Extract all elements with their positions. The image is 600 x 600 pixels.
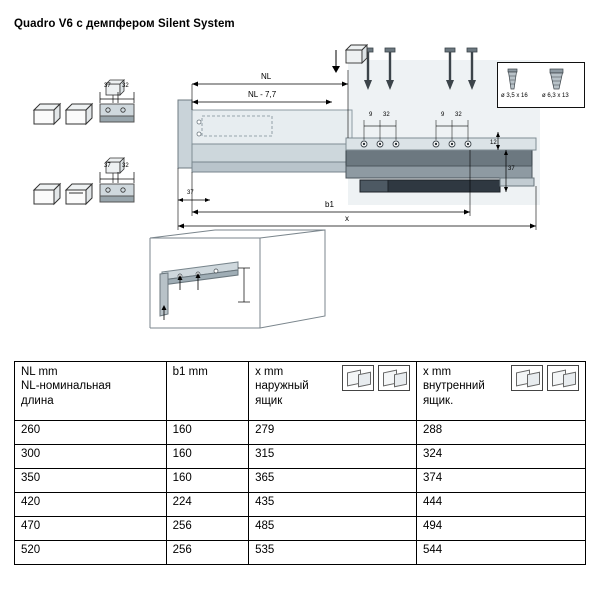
header-b1	[166, 362, 248, 421]
table-row	[15, 541, 586, 565]
cell-x-inner: 444	[416, 493, 585, 517]
dim-label-9-b: 9	[441, 112, 445, 118]
cell-b1: 256	[166, 517, 248, 541]
header-nl-line1: NL mm	[21, 366, 58, 378]
header-x-inner-line2: внутренний	[422, 380, 485, 393]
table-row	[15, 517, 586, 541]
dim-37-thumb-top: 37	[104, 83, 111, 89]
header-x-inner	[416, 362, 585, 421]
dim-label-x: x	[345, 214, 349, 223]
cell-x-inner: 324	[416, 445, 585, 469]
cell-nl: 520	[15, 541, 167, 565]
connector-cube-icon	[346, 45, 367, 63]
header-x-outer	[249, 362, 417, 421]
dim-label-9-a: 9	[369, 112, 373, 118]
header-nl-line2: NL-номинальная	[21, 380, 112, 393]
table-row	[15, 421, 586, 445]
dim-32-thumb-top: 32	[122, 83, 129, 89]
dim-label-37-right: 37	[508, 166, 515, 172]
dim-32-thumb-bottom: 32	[122, 163, 129, 169]
drawer-outer-icon-2	[378, 365, 410, 391]
cell-x-inner: 288	[416, 421, 585, 445]
cell-nl: 470	[15, 517, 167, 541]
cell-x-outer: 365	[249, 469, 417, 493]
header-x-outer-line2: наружный	[255, 380, 309, 393]
header-x-outer-line1: x mm	[255, 366, 284, 378]
dim-label-nl-minus: NL - 7,7	[248, 90, 277, 99]
header-nl	[15, 362, 167, 421]
table-header-row	[15, 362, 586, 421]
header-x-inner-line3: ящик.	[422, 394, 454, 407]
page-title: Quadro V6 с демпфером Silent System	[14, 18, 235, 30]
cell-nl: 350	[15, 469, 167, 493]
header-x-inner-line1: x mm	[422, 366, 452, 378]
header-x-inner-icons	[511, 365, 579, 391]
dim-label-12: 12	[490, 140, 497, 146]
thumbnail-group-top	[28, 70, 138, 130]
dim-label-37-left: 37	[187, 190, 194, 196]
cell-nl: 300	[15, 445, 167, 469]
dim-label-32-b: 32	[455, 112, 462, 118]
cell-x-outer: 485	[249, 517, 417, 541]
screw-small-icon	[508, 69, 517, 89]
drawer-inner-icon-2	[547, 365, 579, 391]
drawer-outer-icon-1	[342, 365, 374, 391]
cell-x-inner: 374	[416, 469, 585, 493]
header-x-outer-line3: ящик	[255, 394, 283, 407]
specification-table	[14, 361, 586, 565]
dim-37-thumb-bottom: 37	[104, 163, 111, 169]
cell-x-inner: 544	[416, 541, 585, 565]
cell-x-outer: 279	[249, 421, 417, 445]
drawer-inner-icon-1	[511, 365, 543, 391]
cell-nl: 420	[15, 493, 167, 517]
screw-label-small: ø 3,5 x 16	[501, 93, 528, 99]
cell-b1: 160	[166, 445, 248, 469]
thumbnail-group-bottom	[28, 142, 138, 212]
dim-label-32-a: 32	[383, 112, 390, 118]
cell-b1: 160	[166, 421, 248, 445]
table-row	[15, 445, 586, 469]
header-nl-line3: длина	[21, 394, 54, 407]
cell-b1: 256	[166, 541, 248, 565]
dim-label-nl: NL	[261, 72, 272, 81]
table-row	[15, 493, 586, 517]
cell-nl: 260	[15, 421, 167, 445]
screw-label-large: ø 6,3 x 13	[542, 93, 569, 99]
cell-x-outer: 535	[249, 541, 417, 565]
thumbnail-top-svg	[28, 70, 138, 132]
cabinet-perspective-svg	[140, 228, 370, 346]
screw-large-icon	[550, 69, 563, 89]
screw-legend-box	[497, 62, 585, 108]
table-row	[15, 469, 586, 493]
cell-b1: 160	[166, 469, 248, 493]
header-x-outer-icons	[342, 365, 410, 391]
header-b1-line1: b1 mm	[172, 366, 208, 378]
cell-x-outer: 435	[249, 493, 417, 517]
cell-b1: 224	[166, 493, 248, 517]
thumbnail-bottom-svg	[28, 142, 138, 214]
cell-x-inner: 494	[416, 517, 585, 541]
cell-x-outer: 315	[249, 445, 417, 469]
dim-label-b1: b1	[325, 200, 334, 209]
